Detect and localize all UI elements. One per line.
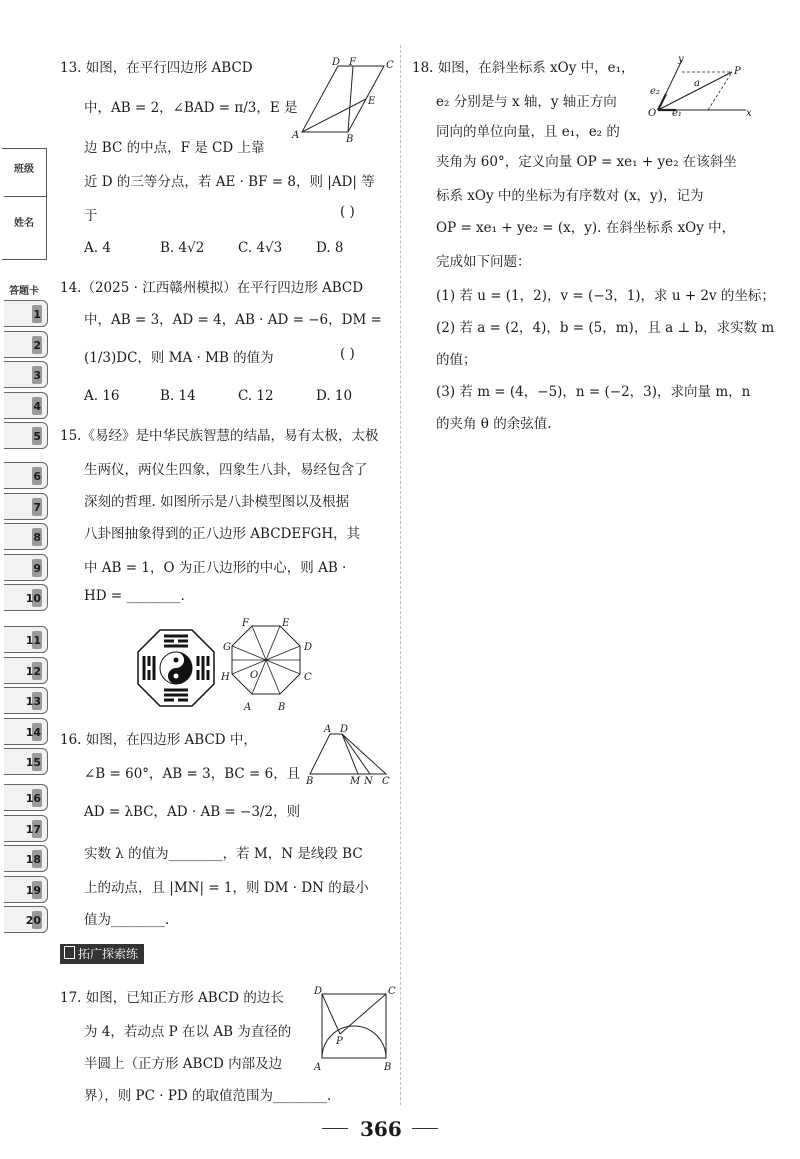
q17-line-2: 为 4，若动点 P 在以 AB 为直径的 <box>84 1024 292 1040</box>
q18-line-8: (1) 若 u = (1，2)，v = (−3，1)，求 u + 2v 的坐标； <box>436 288 775 304</box>
q16-line-5: 上的动点，且 |MN| = 1，则 DM · DN 的最小 <box>84 880 369 896</box>
page-number-dash-left <box>322 1128 348 1129</box>
q13-option-a: A. 4 <box>84 240 111 256</box>
q15-line-3: 深刻的哲理. 如图所示是八卦模型图以及根据 <box>84 494 350 510</box>
answer-card-number-13 <box>4 687 48 714</box>
answer-card-number-label: 2 <box>33 338 41 352</box>
answer-card-number-label: 13 <box>25 695 41 708</box>
q14-option-c: C. 12 <box>238 388 274 404</box>
answer-card-number-label: 16 <box>25 792 41 805</box>
q13-label-c: C <box>386 60 394 71</box>
q16-label-n: N <box>364 776 373 787</box>
q17-square-figure <box>312 984 398 1076</box>
q18-label-e2: e₂ <box>650 86 660 97</box>
answer-card-number-label: 12 <box>25 664 41 678</box>
q17-label-a: A <box>314 1062 322 1073</box>
answer-card-number-4 <box>4 392 48 419</box>
q14-option-a: A. 16 <box>84 388 120 404</box>
q13-line-4: 近 D 的三等分点，若 AE · BF = 8，则 |AD| 等 <box>84 174 375 190</box>
q15-line-1: 15.《易经》是中华民族智慧的结晶，易有太极，太极 <box>60 428 379 444</box>
answer-card-number-19 <box>4 876 48 903</box>
answer-card-number-label: 18 <box>25 853 41 866</box>
answer-card-number-16 <box>4 784 48 811</box>
q15-label-h: H <box>221 672 230 683</box>
q15-line-6: HD = ________. <box>84 588 185 604</box>
q15-label-g: G <box>223 642 231 653</box>
q18-line-7: 完成如下问题： <box>436 254 531 270</box>
q16-quadrilateral-figure <box>300 722 400 786</box>
answer-card-number-17 <box>4 815 48 842</box>
q18-label-o: O <box>648 108 657 119</box>
q16-label-d: D <box>340 724 349 735</box>
q18-line-4: 夹角为 60°，定义向量 OP = xe₁ + ye₂ 在该斜坐 <box>436 154 737 170</box>
q13-line-5: 于 <box>84 208 98 224</box>
q13-answer-bracket: ( ) <box>340 204 355 220</box>
q17-label-d: D <box>314 986 323 997</box>
q14-line-3: (1/3)DC，则 MA · MB 的值为 <box>84 350 274 366</box>
q13-line-1: 13. 如图，在平行四边形 ABCD <box>60 60 253 76</box>
q16-label-c: C <box>382 776 390 787</box>
answer-card-number-1 <box>4 300 48 327</box>
page-number: 366 <box>360 1117 402 1141</box>
answer-card-number-18 <box>4 845 48 872</box>
answer-card-number-label: 17 <box>25 822 41 836</box>
answer-card-number-2 <box>4 331 48 358</box>
q13-label-f: F <box>349 57 356 68</box>
section-title-text: 拓广探索练 <box>78 947 139 961</box>
q13-label-e: E <box>368 96 376 107</box>
q18-line-9: (2) 若 a = (2，4)，b = (5，m)，且 a ⊥ b，求实数 m <box>436 320 775 336</box>
answer-card-number-label: 11 <box>25 634 41 647</box>
q13-line-3: 边 BC 的中点，F 是 CD 上靠 <box>84 140 265 156</box>
q17-label-b: B <box>384 1062 392 1073</box>
answer-card-number-label: 19 <box>25 883 41 897</box>
q18-line-3: 同向的单位向量，且 e₁，e₂ 的 <box>436 124 620 140</box>
answer-card-number-7 <box>4 493 48 520</box>
q16-line-2: ∠B = 60°，AB = 3，BC = 6，且 <box>84 766 301 782</box>
class-label: 班级 <box>14 164 34 175</box>
section-title <box>60 944 144 964</box>
answer-card-number-11 <box>4 626 48 653</box>
answer-card-number-label: 5 <box>33 430 41 443</box>
column-divider <box>400 45 401 1105</box>
q15-label-d: D <box>304 642 313 653</box>
answer-card-number-10 <box>4 584 48 611</box>
q14-answer-bracket: ( ) <box>340 346 355 362</box>
answer-card-number-label: 1 <box>33 308 41 321</box>
q17-label-c: C <box>388 986 396 997</box>
q15-line-5: 中 AB = 1，O 为正八边形的中心，则 AB · <box>84 560 347 576</box>
answer-card-number-label: 4 <box>33 399 41 413</box>
q15-line-2: 生两仪，两仪生四象，四象生八卦，易经包含了 <box>84 462 368 478</box>
q14-option-b: B. 14 <box>160 388 196 404</box>
q14-line-2: 中，AB = 3，AD = 4，AB · AD = −6，DM = <box>84 312 382 328</box>
q16-label-a: A <box>324 724 332 735</box>
answer-card-number-5 <box>4 422 48 449</box>
q18-oblique-axes-figure <box>646 52 756 118</box>
q17-line-3: 半圆上（正方形 ABCD 内部及边 <box>84 1056 283 1072</box>
answer-card-number-label: 6 <box>33 470 41 483</box>
q16-line-6: 值为________. <box>84 912 170 928</box>
answer-card-number-14 <box>4 718 48 745</box>
answer-card-number-15 <box>4 748 48 775</box>
name-label: 姓名 <box>14 218 34 229</box>
q16-line-3: AD = λBC，AD · AB = −3/2，则 <box>84 804 301 820</box>
q13-option-c: C. 4√3 <box>238 240 283 256</box>
q16-label-m: M <box>350 776 361 787</box>
answer-card-number-12 <box>4 657 48 684</box>
q13-option-b: B. 4√2 <box>160 240 205 256</box>
q15-label-b: B <box>278 702 286 713</box>
q14-line-1: 14.（2025 · 江西赣州模拟）在平行四边形 ABCD <box>60 280 364 296</box>
answer-card-number-label: 9 <box>33 561 41 575</box>
q13-label-d: D <box>332 57 341 68</box>
bagua-image <box>136 628 216 708</box>
q16-label-b: B <box>306 776 314 787</box>
answer-card-number-label: 8 <box>33 531 41 544</box>
answer-card-number-label: 7 <box>33 500 41 514</box>
q15-label-a: A <box>244 702 252 713</box>
q15-label-c: C <box>304 672 312 683</box>
q18-line-6: OP = xe₁ + ye₂ = (x，y). 在斜坐标系 xOy 中， <box>436 220 736 236</box>
answer-card-number-label: 10 <box>25 592 41 605</box>
q16-line-4: 实数 λ 的值为________，若 M，N 是线段 BC <box>84 846 363 862</box>
q18-line-11: (3) 若 m = (4，−5)，n = (−2，3)，求向量 m，n <box>436 384 751 400</box>
q15-line-4: 八卦图抽象得到的正八边形 ABCDEFGH，其 <box>84 526 361 542</box>
q18-label-p: P <box>734 66 741 77</box>
q17-line-4: 界），则 PC · PD 的取值范围为________. <box>84 1088 332 1104</box>
q17-label-p: P <box>336 1036 343 1047</box>
q18-label-e1: e₁ <box>672 108 682 119</box>
answer-card-number-label: 3 <box>33 369 41 382</box>
q13-parallelogram-figure <box>288 54 398 144</box>
q18-line-1: 18. 如图，在斜坐标系 xOy 中，e₁， <box>412 60 635 76</box>
book-icon <box>64 946 75 959</box>
q13-label-b: B <box>346 134 354 145</box>
answer-card-number-9 <box>4 554 48 581</box>
q15-octagon-figure <box>222 618 322 718</box>
q13-option-d: D. 8 <box>316 240 344 256</box>
q18-line-2: e₂ 分别是与 x 轴，y 轴正方向 <box>436 94 617 110</box>
q18-label-y: y <box>678 54 684 65</box>
info-divider <box>4 196 46 197</box>
q18-line-5: 标系 xOy 中的坐标为有序数对 (x，y)，记为 <box>436 188 704 204</box>
q18-line-12: 的夹角 θ 的余弦值. <box>436 416 552 432</box>
answer-card-number-3 <box>4 361 48 388</box>
q13-line-2: 中，AB = 2，∠BAD = π/3，E 是 <box>84 100 298 116</box>
q18-line-10: 的值； <box>436 352 477 368</box>
q15-label-e: E <box>282 618 290 629</box>
q14-option-d: D. 10 <box>316 388 353 404</box>
page-number-dash-right <box>412 1128 438 1129</box>
answer-card-number-8 <box>4 523 48 550</box>
q15-label-o: O <box>250 670 259 681</box>
q17-line-1: 17. 如图，已知正方形 ABCD 的边长 <box>60 990 284 1006</box>
answer-card-label: 答题卡 <box>9 286 39 297</box>
answer-card-number-label: 15 <box>25 756 41 769</box>
answer-card-number-label: 14 <box>25 725 41 739</box>
q13-label-a: A <box>292 130 300 141</box>
answer-card-number-20 <box>4 906 48 933</box>
answer-card-number-label: 20 <box>25 914 41 927</box>
q18-label-x: x <box>746 108 752 119</box>
q15-label-f: F <box>242 618 249 629</box>
q18-label-a: a <box>694 78 700 89</box>
q16-line-1: 16. 如图，在四边形 ABCD 中， <box>60 732 257 748</box>
answer-card-number-6 <box>4 462 48 489</box>
